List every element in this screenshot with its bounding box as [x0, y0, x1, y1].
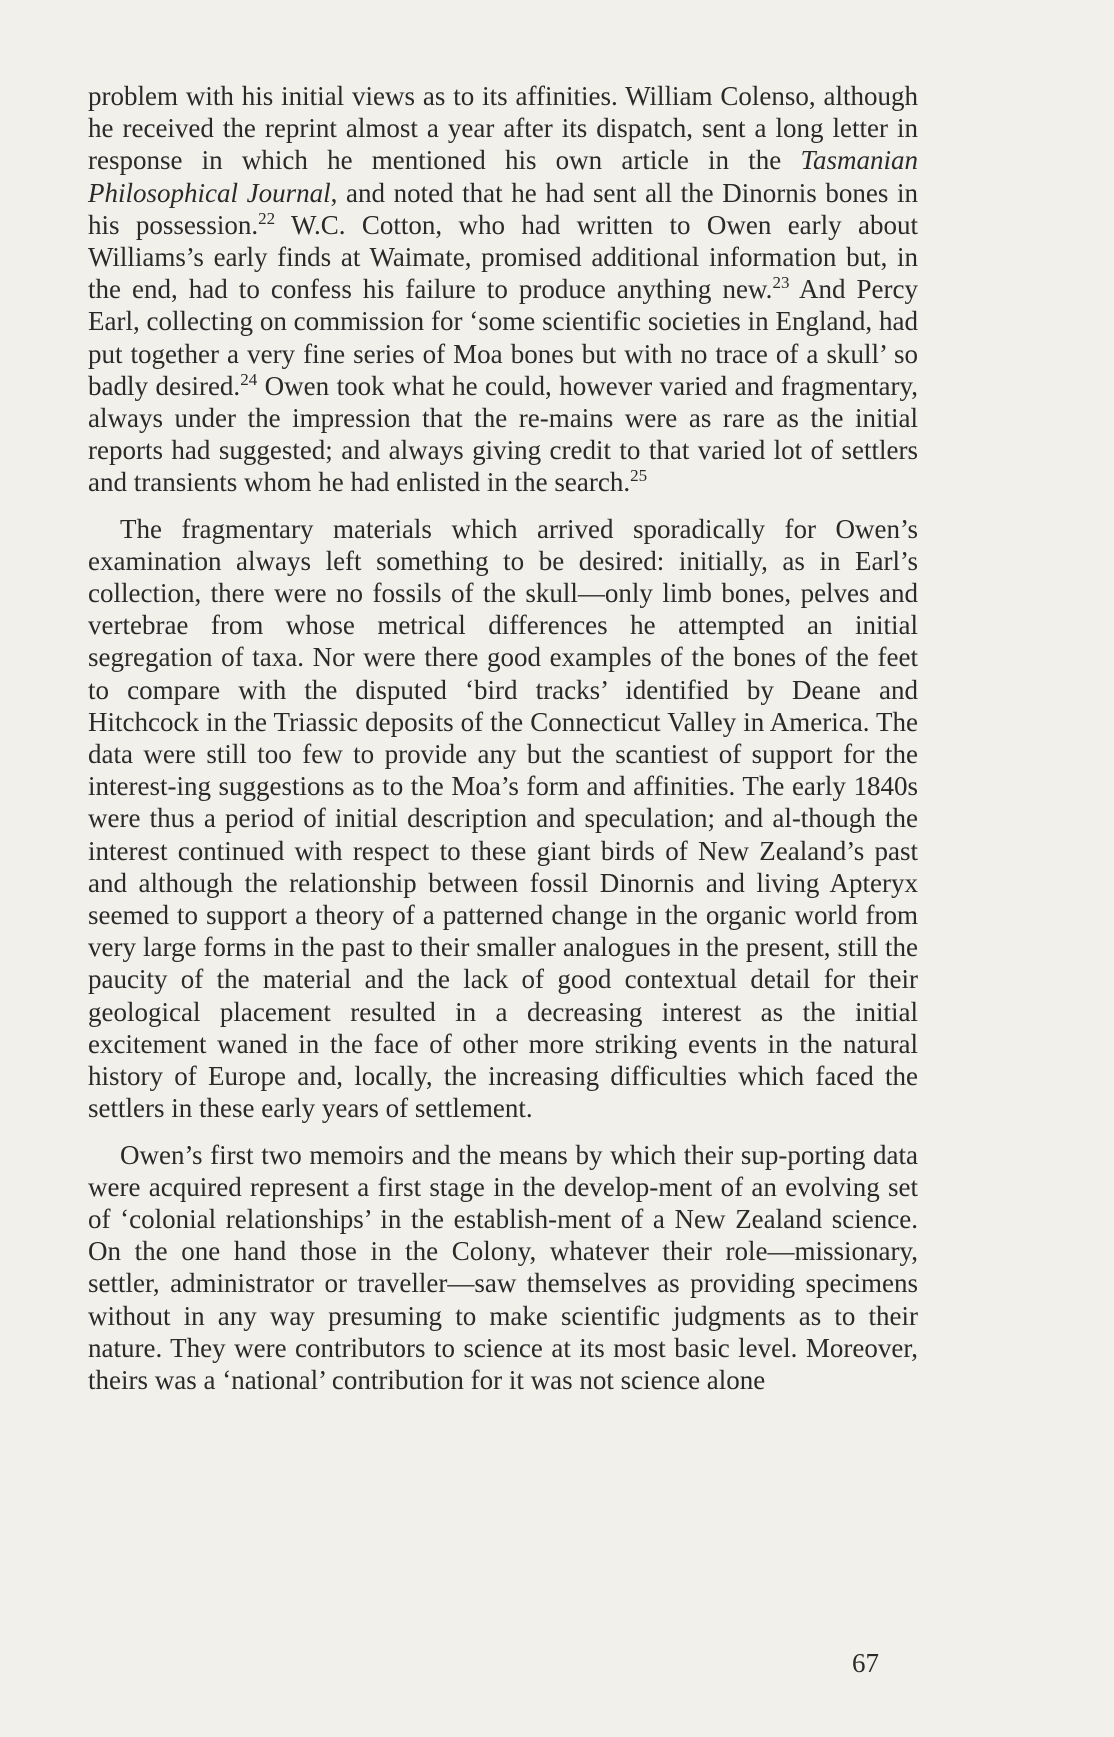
italic-title: Tasmanian Philosophical Journal [88, 145, 918, 208]
text-run: , and noted that he had sent all the Dinornis bones in his possession. [88, 177, 919, 240]
footnote-ref: 22 [258, 208, 276, 228]
text-run: The fragmentary materials which arrived sporadically for Owen’s examination always left something to be desired: initially, as in Earl’s collection, there were no fossils of the skull—only limb bones, pelves and vertebrae from whose metrical differences he attempted an initial segregation of taxa. Nor were there good examples of the bones of the feet to compare with the disputed ‘bird tracks’ identified by Deane and Hitchcock in the Triassic deposits of the Connecticut Valley in America. The data were still too few to provide any but the scantiest of support for the interest-ing suggestions as to the Moa’s form and affinities. The early 1840s were thus a period of initial description and speculation; and al-though the interest continued with respect to these giant birds of New Zealand’s past and although the relationship between fossil Dinornis and living Apteryx seemed to support a theory of a patterned change in the organic world from very large forms in the past to their smaller analogues in the present, still the paucity of the material and the lack of good contextual detail for their geological placement resulted in a decreasing interest as the initial excitement waned in the face of other more striking events in the natural history of Europe and, locally, the increasing difficulties which faced the settlers in these early years of settlement. [88, 513, 918, 1124]
body-text [88, 80, 918, 1396]
text-run: Owen’s first two memoirs and the means by which their sup-porting data were acquired represent a first stage in the develop-ment of an evolving set of ‘colonial relationships’ in the establish-ment of a New Zealand science. On the one hand those in the Colony, whatever their role—missionary, settler, administrator or traveller—saw themselves as providing specimens without in any way presuming to make scientific judgments as to their nature. They were contributors to science at its most basic level. Moreover, theirs was a ‘national’ contribution for it was not science alone [88, 1139, 918, 1395]
paragraph [88, 513, 918, 1125]
text-run: W.C. Cotton, who had written to Owen early about Williams’s early finds at Waimate, promised additional information but, in the end, had to confess his failure to produce anything new. [88, 209, 918, 305]
footnote-ref: 25 [630, 466, 648, 486]
text-run: problem with his initial views as to its affinities. William Colenso, although he received the reprint almost a year after its dispatch, sent a long letter in response in which he mentioned his own article in the [88, 81, 918, 176]
text-run: And Percy Earl, collecting on commission for ‘some scientific societies in England, had put together a very fine series of Moa bones but with no trace of a skull’ so badly desired. [88, 274, 918, 401]
footnote-ref: 24 [240, 369, 258, 389]
page-number: 67 [852, 1648, 879, 1678]
paragraph [88, 1139, 918, 1397]
paragraph [88, 80, 918, 499]
footnote-ref: 23 [772, 273, 790, 293]
text-run: Owen took what he could, however varied and fragmentary, always under the impression that the re-mains were as rare as the initial reports had suggested; and always giving credit to that varied lot of settlers and transients whom he had enlisted in the search. [88, 370, 919, 498]
